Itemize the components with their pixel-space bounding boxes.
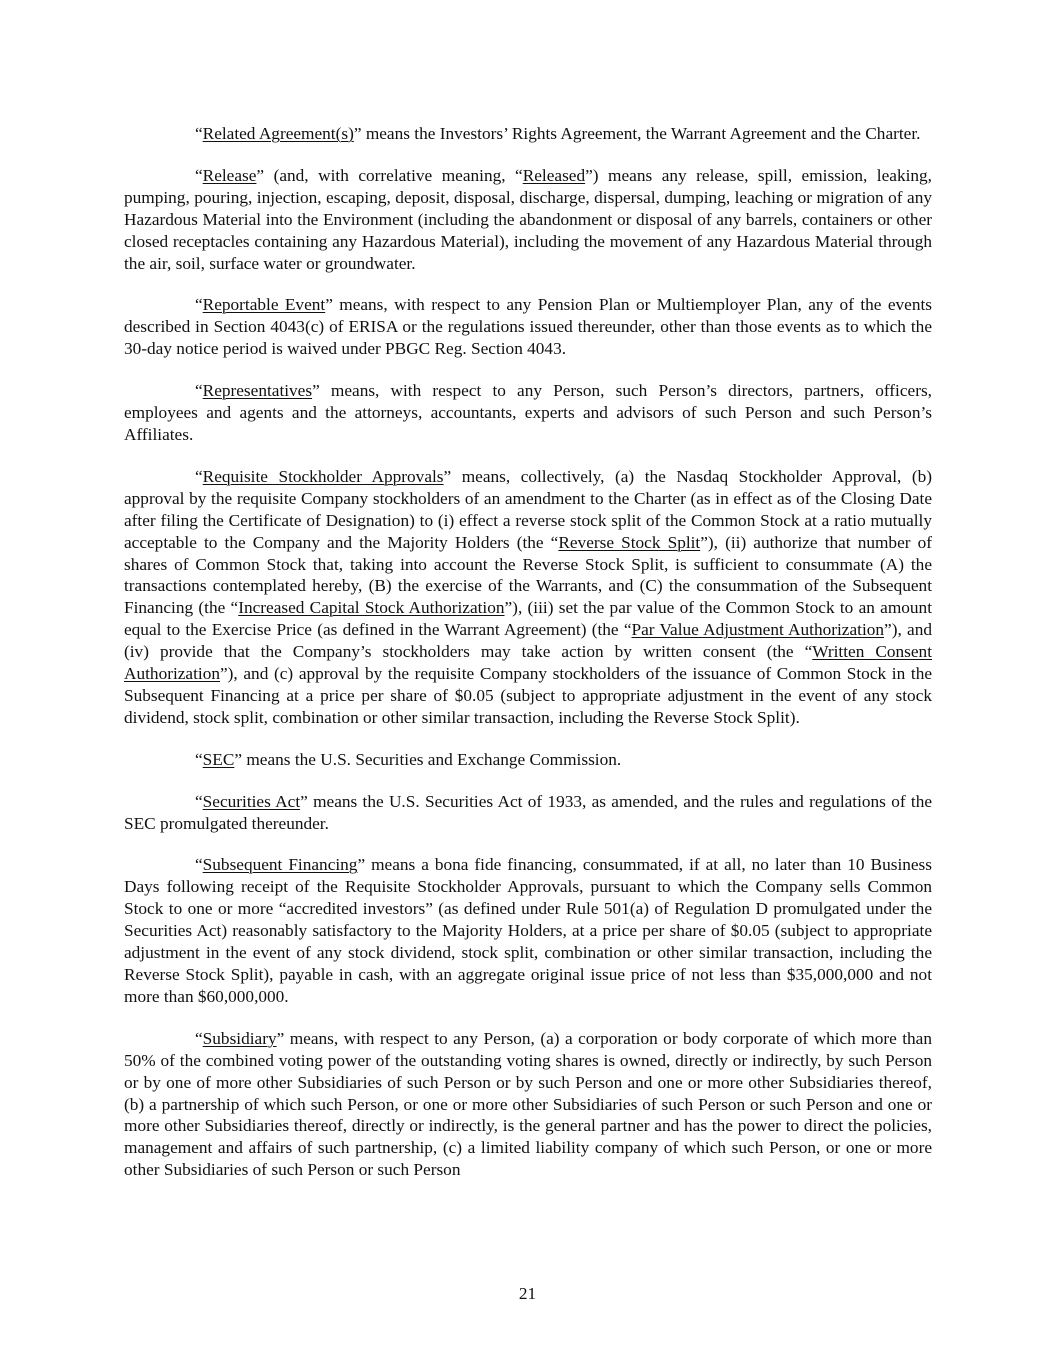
defined-term: Related Agreement(s) [202,124,354,143]
definition-requisite-stockholder-approvals [124,466,932,729]
open-quote: “ [195,124,203,143]
defined-term: Released [522,165,586,185]
defined-term: Release [202,165,257,185]
definition-text: ” means, with respect to any Person, such Person’s directors, partners, officers, employees and agents and the attorneys, accountants, experts and advisors of such Person and such Person’s Affiliates. [124,381,932,444]
page-number: 21 [518,1284,537,1303]
open-quote: “ [195,165,203,185]
defined-term: Reverse Stock Split [558,532,701,552]
open-quote: “ [195,749,203,769]
defined-term: Subsequent Financing [202,855,358,875]
definition-text: ”), (iii) set the par value of the Common Stock to an amount equal to the Exercise Price (as defined in the Warrant Agreement) (the “ [124,598,933,640]
defined-term: Representatives [202,381,313,401]
definition-text: ”), and (iv) provide that the Company’s stockholders may take action by written consent (the “ [124,620,932,662]
definition-text: ” means a bona fide financing, consummated, if at all, no later than 10 Business Days following receipt of the Requisite Stockholder Approvals, pursuant to which the Company sells Common Stock to one or more “accredited investors” (as defined under Rule 501(a) of Regulation D promulgated under the Securities Act) reasonably satisfactory to the Majority Holders, at a price per share of $0.05 (subject to appropriate adjustment in the event of any stock dividend, stock split, combination or other similar transaction, including the Reverse Stock Split), payable in cash, with an aggregate original issue price of not less than $35,000,000 and not more than $60,000,000. [124,855,933,1006]
definition-release [124,165,932,275]
definition-representatives [124,380,932,446]
definition-subsidiary [124,1028,932,1181]
open-quote: “ [195,791,203,811]
definition-text: ” means the U.S. Securities and Exchange Commission. [234,749,622,769]
open-quote: “ [195,466,203,486]
definition-text: ” means the U.S. Securities Act of 1933, as amended, and the rules and regulations of the SEC promulgated thereunder. [124,791,933,833]
defined-term: Reportable Event [202,295,326,315]
defined-term: Subsidiary [202,1028,277,1048]
definition-text: ” means, with respect to any Person, (a) a corporation or body corporate of which more than 50% of the combined voting power of the outstanding voting shares is owned, directly or indirectly, by such Person or by one of more other Subsidiaries of such Person or by such Person and one or more other Subsidiaries thereof, (b) a partnership of which such Person, or one or more other Subsidiaries of such Person or such Person and one or more other Subsidiaries thereof, directly or indirectly, is the general partner and has the power to direct the policies, management and affairs of such partnership, (c) a limited liability company of which such Person, or one or more other Subsidiaries of such Person or such Person [124,1028,932,1180]
defined-term: SEC [202,749,235,769]
open-quote: “ [195,295,203,315]
defined-term: Securities Act [202,791,301,811]
defined-term: Par Value Adjustment Authorization [631,620,885,640]
definition-text: ” means the Investors’ Rights Agreement, the Warrant Agreement and the Charter. [353,124,921,143]
definition-reportable-event [124,294,932,360]
definition-text: ” means, with respect to any Pension Plan or Multiemployer Plan, any of the events described in Section 4043(c) of ERISA or the regulations issued thereunder, other than those events as to which the 30-day notice period is waived under PBGC Reg. Section 4043. [124,295,932,359]
definition-subsequent-financing [124,854,932,1007]
open-quote: “ [195,381,203,401]
definition-text: ”) means any release, spill, emission, leaking, pumping, pouring, injection, escaping, deposit, disposal, discharge, dispersal, dumping, leaching or migration of any Hazardous Material into the Environment (including the abandonment or disposal of any barrels, containers or other closed receptacles containing any Hazardous Material), including the movement of any Hazardous Material through the air, soil, surface water or groundwater. [124,165,932,273]
definition-related-agreements [124,123,932,145]
defined-term: Increased Capital Stock Authorization [238,598,505,618]
definition-sec [124,749,932,771]
definition-text: ”), (ii) authorize that number of shares of Common Stock that, taking into account the Reverse Stock Split, is sufficient to consummate (A) the transactions contemplated hereby, (B) the exercise of the Warrants, and (C) the consummation of the Subsequent Financing (the “ [124,532,932,618]
open-quote: “ [195,855,203,875]
definition-text: ”), and (c) approval by the requisite Company stockholders of the issuance of Common Stock in the Subsequent Financing at a price per share of $0.05 (subject to appropriate adjustment in the event of any stock dividend, stock split, combination or other similar transaction, including the Reverse Stock Split). [124,664,932,727]
definition-text: ” (and, with correlative meaning, “ [256,165,523,185]
open-quote: “ [195,1028,203,1048]
definition-securities-act [124,791,932,835]
defined-term: Requisite Stockholder Approvals [202,466,444,486]
document-body [124,123,932,1201]
defined-term: Written Consent Authorization [124,642,932,684]
definition-text: ” means, collectively, (a) the Nasdaq Stockholder Approval, (b) approval by the requisite Company stockholders of an amendment to the Charter (as in effect as of the Closing Date after filing the Certificate of Designation) to (i) effect a reverse stock split of the Common Stock at a ratio mutually acceptable to the Company and the Majority Holders (the “ [124,466,932,552]
